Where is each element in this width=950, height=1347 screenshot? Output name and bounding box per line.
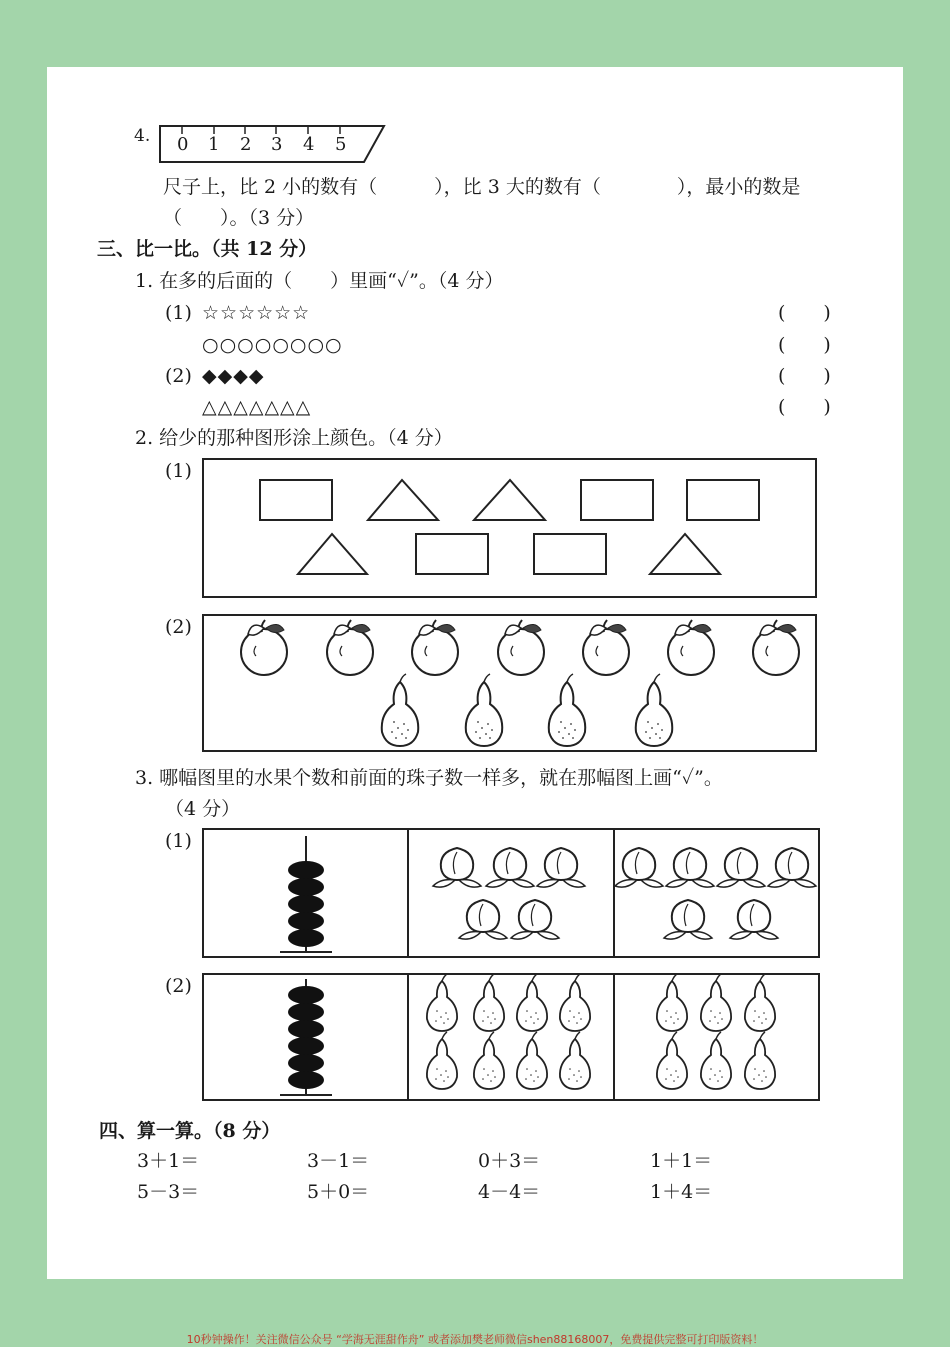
answer-paren-4[interactable]: ( ): [778, 396, 831, 418]
stars-row: ☆☆☆☆☆☆: [202, 302, 311, 324]
ruler-tick-1: 1: [208, 134, 220, 155]
diamonds-row: ◆◆◆◆: [202, 365, 265, 387]
ruler-tick-5: 5: [335, 134, 347, 155]
q3-label-1: (1): [165, 830, 192, 852]
shapes-figure[interactable]: [202, 458, 817, 598]
calc-4[interactable]: 1＋1＝: [650, 1150, 713, 1172]
calc-2[interactable]: 3－1＝: [307, 1150, 370, 1172]
section4-title: 四、算一算。（8 分）: [99, 1120, 281, 1142]
ruler-tick-4: 4: [303, 134, 315, 155]
calc-6[interactable]: 5＋0＝: [307, 1181, 370, 1203]
q1-row3-label: (2): [165, 365, 192, 387]
calc-8[interactable]: 1＋4＝: [650, 1181, 713, 1203]
q3-title: 3. 哪幅图里的水果个数和前面的珠子数一样多，就在那幅图上画“✓”。: [135, 767, 723, 789]
ruler-tick-3: 3: [271, 134, 283, 155]
q4-question-line2: （ ）。（3 分）: [163, 207, 315, 229]
answer-paren-2[interactable]: ( ): [778, 334, 831, 356]
section3-title: 三、比一比。（共 12 分）: [97, 238, 318, 260]
q2-label-2: (2): [165, 616, 192, 638]
q3-label-2: (2): [165, 975, 192, 997]
ruler-tick-2: 2: [240, 134, 252, 155]
calc-1[interactable]: 3＋1＝: [137, 1150, 200, 1172]
apples-and-pears-figure[interactable]: [202, 614, 817, 752]
triangles-row: △△△△△△△: [202, 396, 312, 418]
q2-label-1: (1): [165, 460, 192, 482]
calc-5[interactable]: 5－3＝: [137, 1181, 200, 1203]
abacus-and-pears-figure[interactable]: [202, 973, 820, 1101]
q1-row1-label: (1): [165, 302, 192, 324]
calc-7[interactable]: 4－4＝: [478, 1181, 541, 1203]
q3-score: （4 分）: [165, 798, 241, 820]
answer-paren-3[interactable]: ( ): [778, 365, 831, 387]
circles-row: ○○○○○○○○: [202, 334, 343, 356]
ruler-tick-0: 0: [177, 134, 189, 155]
abacus-and-peaches-figure[interactable]: [202, 828, 820, 958]
q4-question-line1: 尺子上，比 2 小的数有（ ），比 3 大的数有（ ），最小的数是: [163, 176, 801, 198]
q1-title: 1. 在多的后面的（ ）里画“✓”。（4 分）: [135, 270, 504, 292]
answer-paren-1[interactable]: ( ): [778, 302, 831, 324]
footer-notice: 10秒钟操作！关注微信公众号 “学海无涯甜作舟” 或者添加樊老师微信shen88168007，免费提供完整可打印版资料！: [186, 1333, 764, 1346]
q4-number: 4.: [134, 126, 151, 146]
calc-3[interactable]: 0＋3＝: [478, 1150, 541, 1172]
q2-title: 2. 给少的那种图形涂上颜色。（4 分）: [135, 427, 453, 449]
